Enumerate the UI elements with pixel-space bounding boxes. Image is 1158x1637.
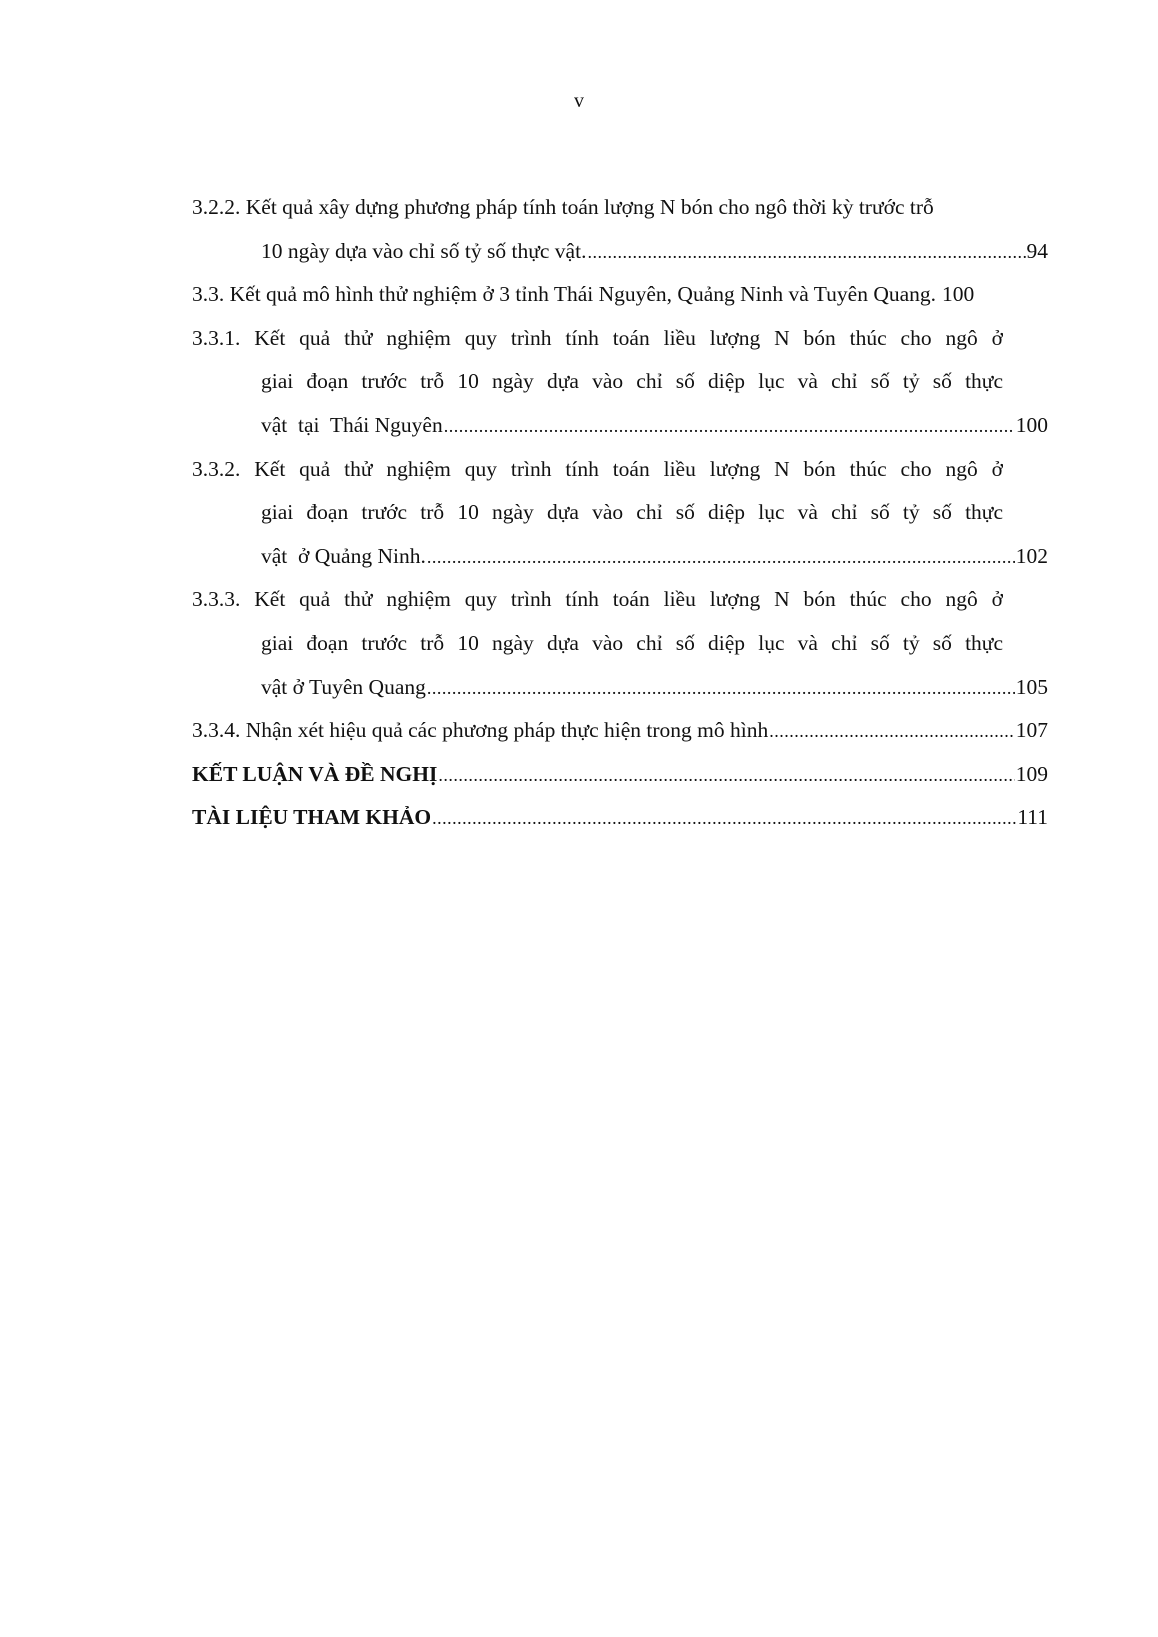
toc-entry-text: 3.3.4. Nhận xét hiệu quả các phương pháp thực hiện trong mô hình xyxy=(192,718,769,743)
toc-page-number: 94 xyxy=(1026,238,1048,263)
toc-entry-3-3-3-line-1: 3.3.3. Kết quả thử nghiệm quy trình tính toán liều lượng N bón thúc cho ngô ở xyxy=(192,587,1003,612)
toc-entry-3-2-2-line-2[interactable] xyxy=(192,230,1048,274)
dot-leader xyxy=(427,536,1015,579)
toc-entry-text: KẾT LUẬN VÀ ĐỀ NGHỊ xyxy=(192,761,438,786)
toc-entry-text: vật tại Thái Nguyên xyxy=(261,412,443,437)
dot-leader xyxy=(432,797,1016,840)
toc-page-number: 105 xyxy=(1015,674,1048,699)
toc-page-number: 107 xyxy=(1015,718,1048,743)
toc-entry-text: vật ở Tuyên Quang xyxy=(261,674,426,699)
toc-entry-3-3-4[interactable] xyxy=(192,709,1048,753)
toc-entry-3-3-3-line-2: giai đoạn trước trỗ 10 ngày dựa vào chỉ số diệp lục và chỉ số tỷ số thực xyxy=(261,630,1003,655)
toc-entry-3-3-2-line-2: giai đoạn trước trỗ 10 ngày dựa vào chỉ số diệp lục và chỉ số tỷ số thực xyxy=(261,500,1003,525)
toc-entry-3-3[interactable] xyxy=(192,273,1048,317)
toc-entry-3-2-2-line-1: 3.2.2. Kết quả xây dựng phương pháp tính toán lượng N bón cho ngô thời kỳ trước trỗ xyxy=(192,195,934,219)
toc-entry-3-3-2-line-1: 3.3.2. Kết quả thử nghiệm quy trình tính toán liều lượng N bón thúc cho ngô ở xyxy=(192,456,1003,481)
dot-leader xyxy=(587,231,1025,274)
toc-page-number: 109 xyxy=(1015,761,1048,786)
toc-page-number: 100 xyxy=(942,282,975,307)
toc-entry-text: 3.3. Kết quả mô hình thử nghiệm ở 3 tỉnh Thái Nguyên, Quảng Ninh và Tuyên Quang. xyxy=(192,282,937,307)
dot-leader xyxy=(438,754,1014,797)
toc-entry-3-3-3-line-3[interactable] xyxy=(192,666,1048,710)
toc-page-number: 100 xyxy=(1015,412,1048,437)
dot-leader xyxy=(769,710,1015,753)
toc-entry-references[interactable] xyxy=(192,796,1048,840)
dot-leader xyxy=(444,405,1015,448)
toc-entry-3-3-2-line-3[interactable] xyxy=(192,535,1048,579)
dot-leader xyxy=(427,667,1015,710)
table-of-contents xyxy=(192,186,1048,840)
toc-entry-conclusion[interactable] xyxy=(192,753,1048,797)
toc-entry-3-3-1-line-1: 3.3.1. Kết quả thử nghiệm quy trình tính toán liều lượng N bón thúc cho ngô ở xyxy=(192,325,1003,350)
page-number: v xyxy=(574,90,584,112)
toc-entry-text: TÀI LIỆU THAM KHẢO xyxy=(192,805,432,830)
toc-entry-3-3-1-line-2: giai đoạn trước trỗ 10 ngày dựa vào chỉ số diệp lục và chỉ số tỷ số thực xyxy=(261,369,1003,394)
toc-page-number: 111 xyxy=(1017,805,1048,830)
toc-entry-text: 10 ngày dựa vào chỉ số tỷ số thực vật. xyxy=(261,238,587,263)
toc-entry-3-3-1-line-3[interactable] xyxy=(192,404,1048,448)
toc-entry-text: vật ở Quảng Ninh. xyxy=(261,543,426,568)
toc-page-number: 102 xyxy=(1015,543,1048,568)
